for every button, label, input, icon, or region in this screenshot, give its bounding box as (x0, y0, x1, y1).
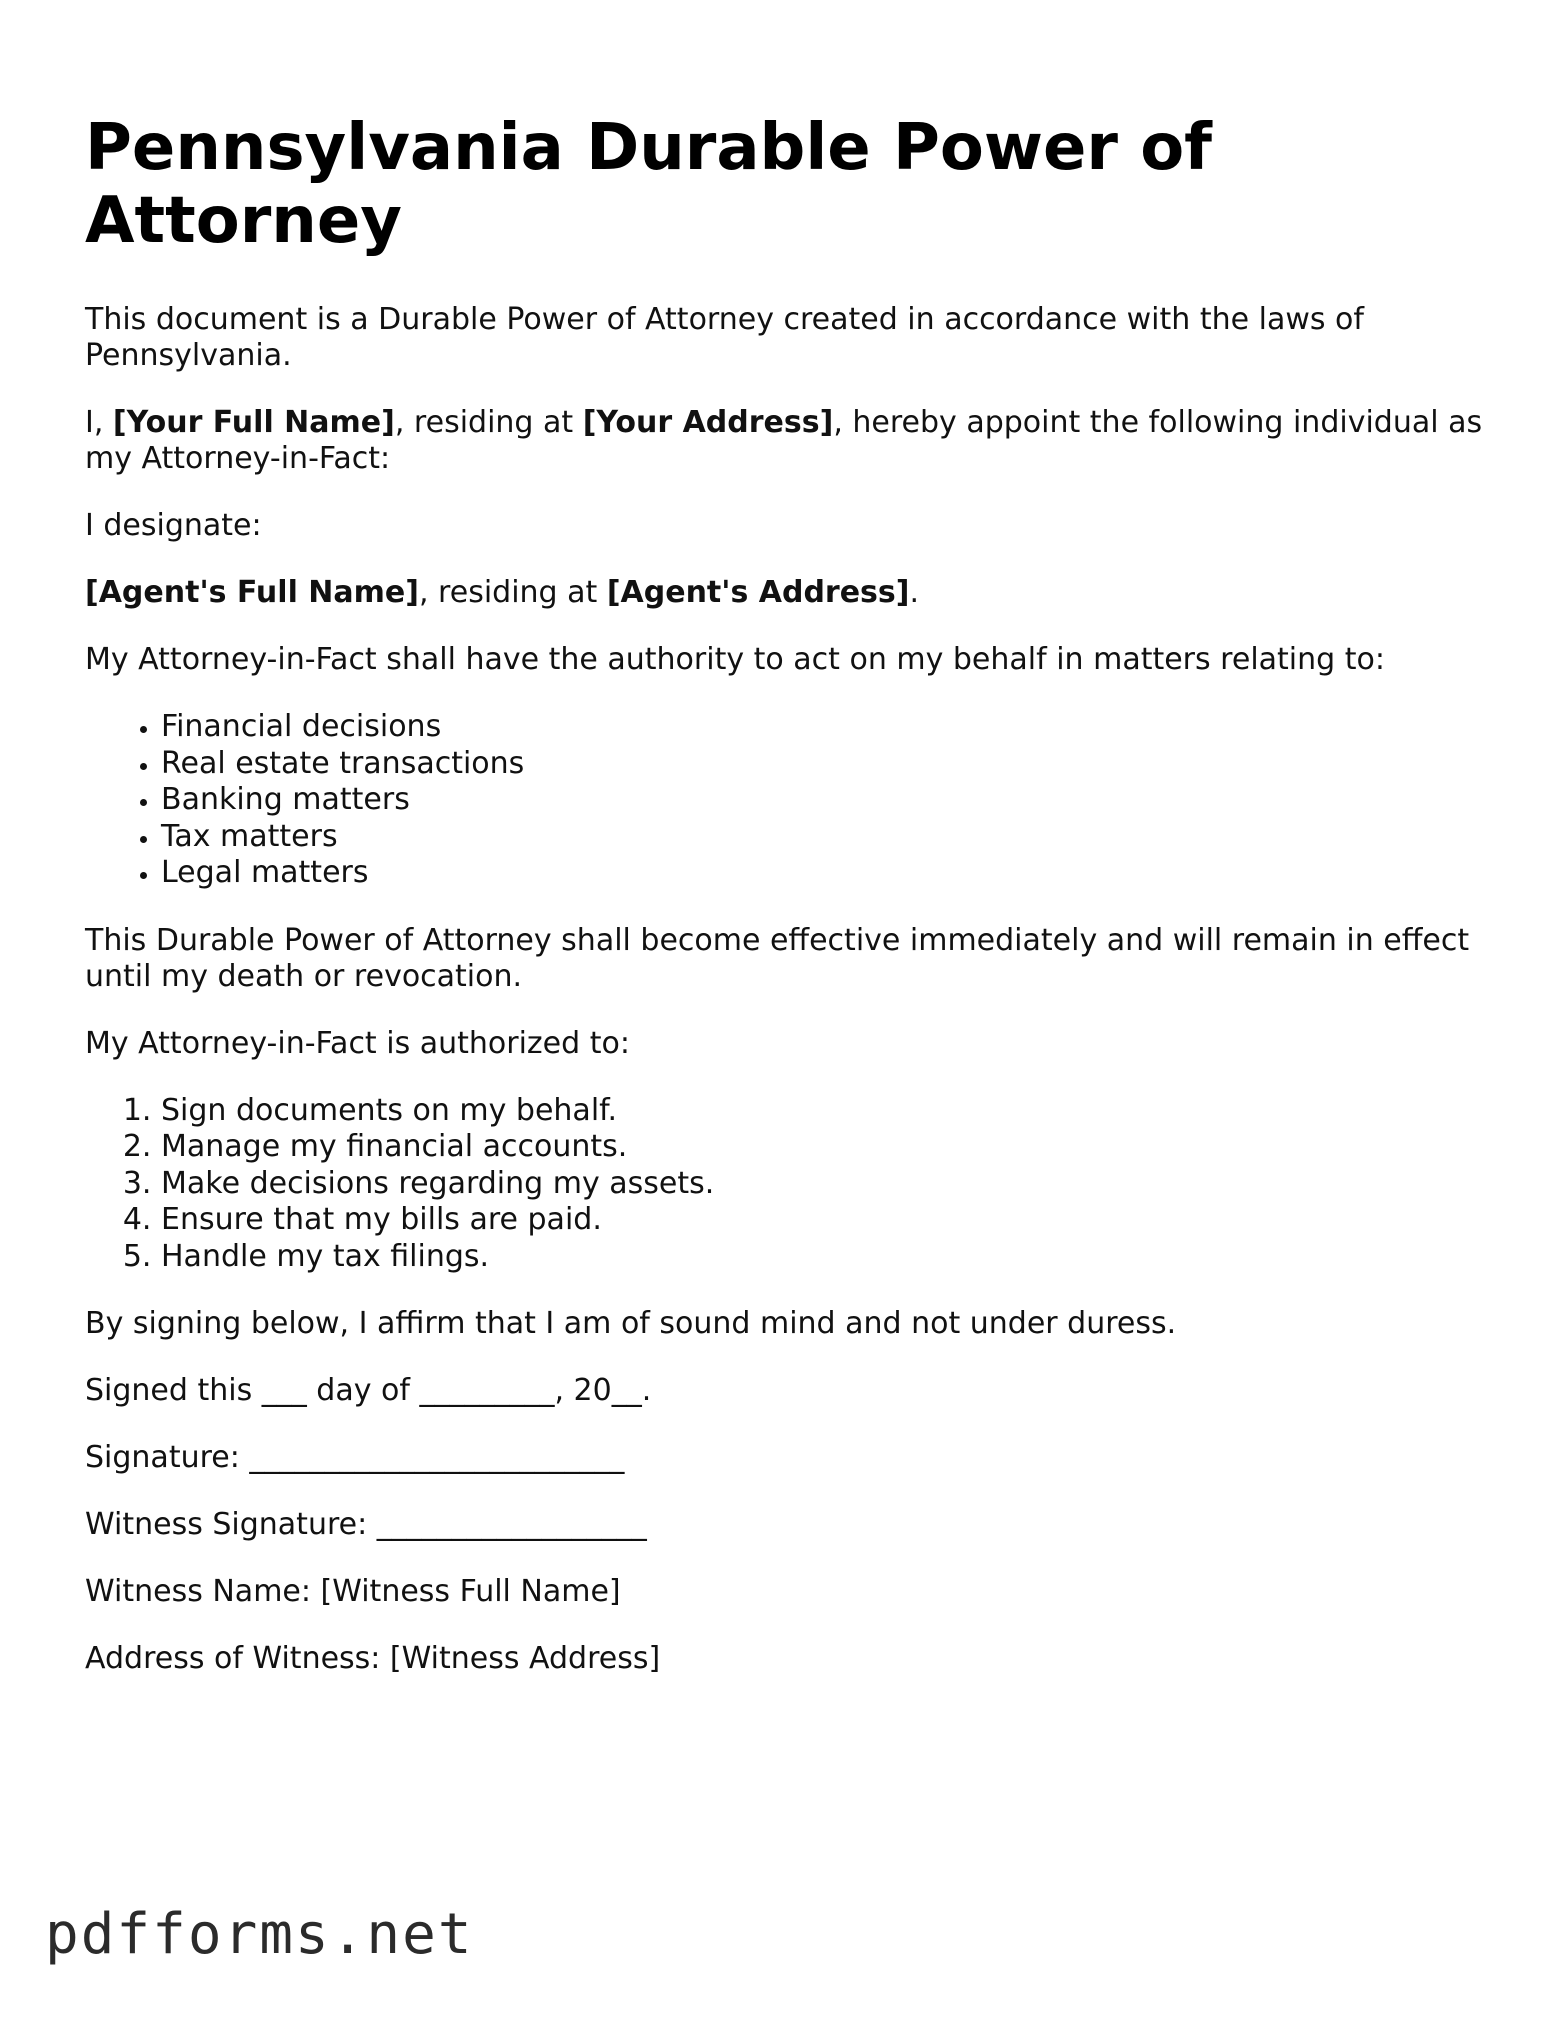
witness-name-line: Witness Name: [Witness Full Name] (85, 1574, 621, 1609)
document-page (85, 112, 1485, 1708)
authority-matters-list (85, 709, 1485, 892)
list-item: • Tax matters (161, 819, 1485, 856)
agent-address-placeholder: [Agent's Address] (606, 575, 910, 610)
document-title: Pennsylvania Durable Power of Attorney (85, 111, 1212, 258)
appointment-middle: , residing at (394, 405, 583, 440)
list-item: • Financial decisions (161, 709, 1485, 746)
effective-statement: This Durable Power of Attorney shall become effective immediately and will remain in effect until my death or revocation. (85, 922, 1470, 994)
appointment-suffix: , hereby appoint the following individual as my Attorney-in-Fact: (85, 405, 1483, 476)
list-item: 3. Make decisions regarding my assets. (161, 1166, 1485, 1203)
appointment-prefix: I, (85, 405, 113, 440)
signature-line: Signature: _________________________ (85, 1440, 625, 1475)
principal-name-placeholder: [Your Full Name] (112, 405, 395, 440)
authorized-intro: My Attorney-in-Fact is authorized to: (85, 1025, 630, 1061)
principal-address-placeholder: [Your Address] (582, 405, 834, 440)
agent-paragraph (85, 575, 1485, 611)
intro-paragraph: This document is a Durable Power of Attorney created in accordance with the laws of Pennsylvania. (85, 302, 1364, 373)
list-item: 1. Sign documents on my behalf. (161, 1093, 1485, 1130)
affirmation-statement: By signing below, I affirm that I am of sound mind and not under duress. (85, 1306, 1177, 1341)
agent-name-placeholder: [Agent's Full Name] (85, 575, 419, 610)
signed-date-line: Signed this ___ day of _________, 20__. (85, 1373, 652, 1408)
designate-label: I designate: (85, 508, 262, 543)
list-item: • Banking matters (161, 782, 1485, 819)
list-item: 5. Handle my tax filings. (161, 1239, 1485, 1276)
list-item: • Real estate transactions (161, 746, 1485, 783)
witness-address-line: Address of Witness: [Witness Address] (85, 1641, 661, 1676)
authorized-actions-list (85, 1093, 1485, 1276)
appointment-paragraph (85, 405, 1485, 477)
list-item: 2. Manage my financial accounts. (161, 1129, 1485, 1166)
authority-intro: My Attorney-in-Fact shall have the authority to act on my behalf in matters relating to: (85, 642, 1385, 677)
site-watermark: pdfforms.net (45, 1902, 474, 1967)
list-item: • Legal matters (161, 855, 1485, 892)
agent-suffix: . (909, 575, 920, 610)
list-item: 4. Ensure that my bills are paid. (161, 1202, 1485, 1239)
agent-middle: , residing at (418, 575, 607, 610)
witness-signature-line: Witness Signature: __________________ (85, 1507, 647, 1542)
